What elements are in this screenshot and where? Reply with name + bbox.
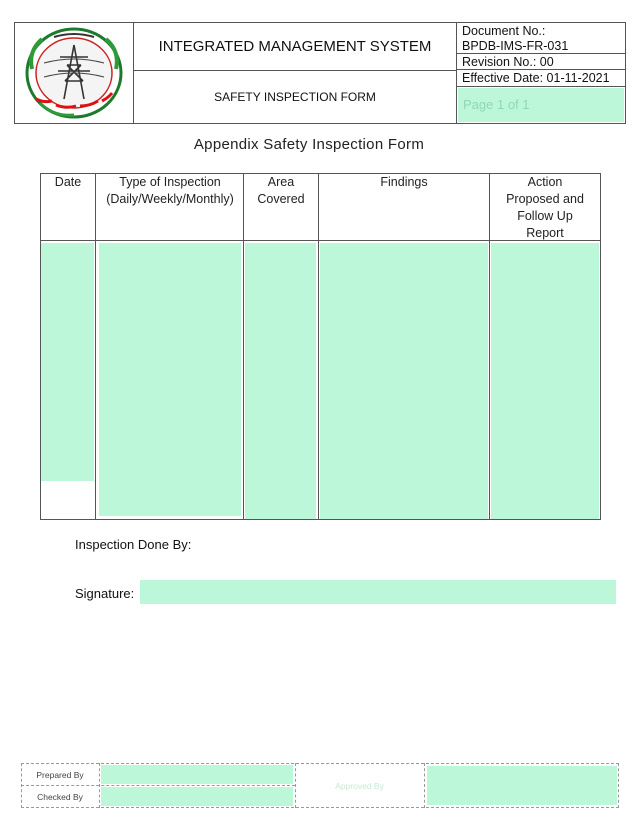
table-column-divider: [95, 173, 96, 520]
system-title: INTEGRATED MANAGEMENT SYSTEM: [158, 38, 432, 55]
column-header-findings: Findings: [380, 175, 428, 189]
header-divider: [133, 70, 457, 71]
table-column-divider: [318, 173, 319, 520]
table-column-divider: [243, 173, 244, 520]
area-covered-field[interactable]: [245, 243, 316, 519]
action-proposed-field[interactable]: [491, 243, 599, 519]
bpdb-logo: [18, 25, 130, 121]
page-number: Page 1 of 1: [463, 97, 530, 112]
revision-no: Revision No.: 00: [462, 55, 554, 69]
inspection-type-field[interactable]: [99, 243, 241, 516]
approved-by-field[interactable]: [427, 766, 617, 805]
effective-date: Effective Date: 01-11-2021: [462, 71, 610, 85]
footer-divider: [424, 763, 425, 808]
table-column-divider: [489, 173, 490, 520]
column-header-action: Action Proposed and Follow Up Report: [506, 175, 584, 240]
form-heading: Appendix Safety Inspection Form: [193, 136, 425, 153]
document-no: BPDB-IMS-FR-031: [462, 39, 569, 53]
column-header-date: Date: [54, 175, 82, 189]
footer-divider: [21, 785, 295, 786]
document-no-label: Document No.:: [462, 24, 546, 38]
date-field[interactable]: [41, 243, 94, 481]
checked-by-field[interactable]: [101, 787, 293, 806]
inspection-done-by-label: Inspection Done By:: [75, 537, 192, 552]
prepared-by-label: Prepared By: [36, 770, 84, 780]
column-header-area: Area Covered: [257, 175, 305, 206]
approved-by-label: Approved By: [335, 781, 384, 791]
prepared-by-field[interactable]: [101, 765, 293, 784]
findings-field[interactable]: [320, 243, 488, 519]
header-divider: [456, 86, 626, 87]
column-header-type: Type of Inspection (Daily/Weekly/Monthly): [106, 175, 234, 206]
form-title: SAFETY INSPECTION FORM: [214, 90, 376, 104]
signature-label: Signature:: [75, 586, 135, 601]
signature-field[interactable]: [140, 580, 616, 604]
checked-by-label: Checked By: [37, 792, 83, 802]
